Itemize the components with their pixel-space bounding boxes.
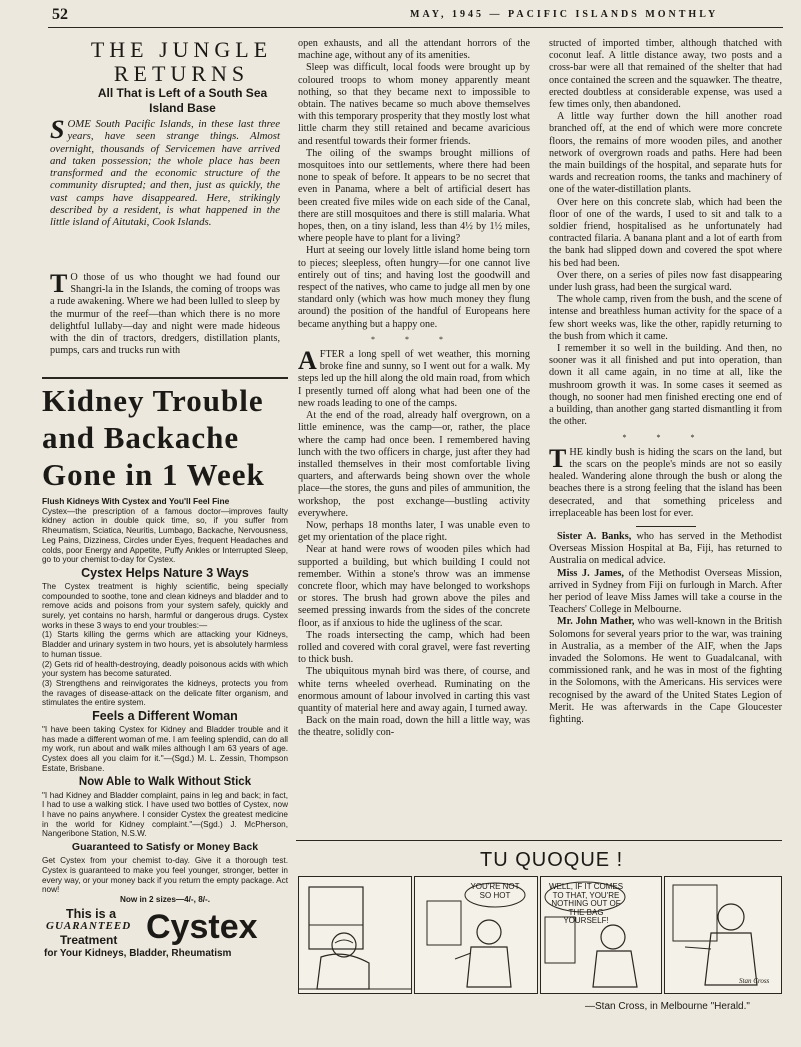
cartoon-top-rule xyxy=(296,840,782,841)
ad-top-rule xyxy=(42,377,288,379)
article-column-1: T O those of us who thought we had found our Shangri-la in the Islands, the coming of troops was a rude awakening. Where we had been lulled to sleep by the murmur of the reef—than which there is no more delightful lullaby—day and night were made hideous with the din of tractors, dredgers, distillation plants, pumps, cars and trucks run with xyxy=(50,269,280,357)
header-rule xyxy=(48,27,783,28)
ad-subhead-stick: Now Able to Walk Without Stick xyxy=(78,775,252,788)
cartoon-bubble-1: YOU'RE NOT SO HOT xyxy=(470,882,520,900)
ad-headline-2: and Backache xyxy=(42,420,240,455)
ad-brand-logo: Cystex xyxy=(146,907,258,946)
col2-dropcap: A xyxy=(298,346,317,376)
col1-dropcap: T xyxy=(50,269,68,298)
ad-subhead-3-ways: Cystex Helps Nature 3 Ways xyxy=(81,565,249,580)
ad-lead: Flush Kidneys With Cystex and You'll Feel Fine xyxy=(42,496,230,506)
cartoon-panel-1-drawing xyxy=(299,877,411,993)
ad-tagline: for Your Kidneys, Bladder, Rheumatism xyxy=(44,947,232,959)
ad-point-3: (3) Strengthens and reinvigorates the kidneys, protects you from the ravages of disease-attack on the delicate filter organism, and stimulates the entire system. xyxy=(42,678,288,708)
ad-lead-body: Cystex—the prescription of a famous doctor—improves faulty kidney action in double quick time, so, if you suffer from Rheumatism, Sciatica, Neuritis, Lumbago, Backache, Nervousness, Leg Pains, Dizziness, Circles under Eyes, frequent Headaches and colds, poor Energy and Appetite, Puffy Ankles or Interrupted Sleep, go to your chemist to-day for Cystex. xyxy=(42,506,288,565)
ad-3-ways-body: The Cystex treatment is highly scientific, being specially compounded to soothe, tone and clean kidneys and bladder and to remove acids and poisons from your system safely, quickly and surely, yet contains no harsh, harmful or dangerous drugs. Cystex works in these 3 ways to end your troubles:— xyxy=(42,581,288,630)
cartoon-panel-3 xyxy=(540,876,662,994)
ad-this-is-a: This is a xyxy=(66,906,117,921)
ad-point-1: (1) Starts killing the germs which are attacking your Kidneys, Bladder and urinary system in two hours, yet is absolutely harmless to human tissue. xyxy=(42,630,288,659)
running-head: MAY, 1945 — PACIFIC ISLANDS MONTHLY xyxy=(410,9,719,20)
ad-testimonial-2: "I had Kidney and Bladder complaint, pains in leg and back; in fact, I had to use a walking stick. I have used two bottles of Cystex, now I have no pains anywhere. I consider Cystex the greatest medicine in the world for Kidney complaint."—(Sgd.) J. McPherson, Nangeribone Station, N.S.W. xyxy=(42,790,288,839)
cartoon-bubble-2: WELL, IF IT COMES TO THAT, YOU'RE NOTHING OUT OF THE BAG YOURSELF! xyxy=(548,882,624,926)
section-break-stars: * * * xyxy=(371,334,457,344)
section-break-stars-2: * * * xyxy=(622,432,709,442)
cartoon-panel-4-drawing xyxy=(665,877,781,993)
cartoon-signature: Stan Cross xyxy=(739,977,770,985)
article-intro: SOME South Pacific Islands, in these last three years, have seen strange things. Almost overnight, thousands of Servicemen have arrived and taken possession; the whole place has been transformed and the economic structure of the community disrupted; and then, just as quickly, the vast camps have disappeared. Here, strikingly described by a resident, is what happened in the little island of Aitutaki, Cook Islands. xyxy=(50,115,280,229)
article-subtitle: All That is Left of a South Sea Island Base xyxy=(97,86,268,115)
intro-dropcap: S xyxy=(50,115,65,144)
cartoon-panel-1 xyxy=(298,876,412,994)
article-title: THE JUNGLE RETURNS xyxy=(90,37,273,86)
ad-sizes: Now in 2 sizes—4/-, 8/-. xyxy=(119,894,211,904)
ad-subhead-guarantee: Guaranteed to Satisfy or Money Back xyxy=(71,841,259,854)
cystex-advertisement xyxy=(42,382,288,1022)
ad-subhead-woman: Feels a Different Woman xyxy=(92,709,238,724)
ad-headline-3: Gone in 1 Week xyxy=(42,457,265,492)
ad-testimonial-1: "I have been taking Cystex for Kidney and Bladder trouble and it has made a different woman of me. I am feeling splendid, can do all my work, run about and walk miles although I am 63 years of age. Cystex does all you claim for it."—(Sgd.) M. L. Zessin, Thompson Estate, Brisbane. xyxy=(42,725,288,773)
cartoon-panel-2 xyxy=(414,876,538,994)
news-item-james: Miss J. James, of the Methodist Overseas Mission, arrived in Sydney from Fiji on furlough in March. After her period of leave Miss James will take a course in the Teachers' College in Melbourne. xyxy=(549,567,782,616)
cartoon-credit: —Stan Cross, in Melbourne "Herald." xyxy=(585,1001,750,1012)
ad-point-2: (2) Gets rid of health-destroying, deadly poisonous acids with which your system has become saturated. xyxy=(42,659,288,679)
article-column-2: open exhausts, and all the attendant horrors of the machine age, without any of its amenities. Sleep was difficult, local foods were brought up by coloured troops to whom money apparently meant nothing, so that they became next to impossible to obtain. The natives became so much above themselves with this temporary prosperity that they mostly lost what little charm they still retained and became avaricious and resentful towards their former friends. The oiling of the swamps brought millions of mosquitoes into our settlements, where there had been none to speak of before. It appears to be no secret that even in Panama, where a belt of artificial desert has been created five miles wide on each side of the Canal, there are still mosquitoes and there is still malaria. What hopes, then, on a tiny island, less than 4½ by 1½ miles, where people have to plant for a living? Hurt at seeing our lovely little island home being torn to pieces; sleepless, often hungry—for one cannot live entirely out of tins; and having lost the goodwill and respect of the natives, who came to judge all men by one standard only (which was how much money they flung around) the position of the handful of Europeans here became anything but a happy one. * * * AFTER a long spell of wet weather, this morning broke fine and sunny, so I went out for a walk. My steps led up the hill along the old main road, from which I presently turned off along what had been one of the new roads leading to one of the camps. At the end of the road, already half overgrown, on a little eminence, was the camp—or, rather, the place where the camp had once been. I remembered having lunch with the two officers in charge, just after they had installed themselves in their most comfortable living quarters, and afterwards being shown over the whole place—the stores, the guns and piles of ammunition, the workshop, the post exchange—bustling activity everywhere. Now, perhaps 18 months later, I was unable even to get my orientation of the place right. Near at hand were rows of wooden piles which had supported a building, but which building I could not remember. Within a stone's throw was an immense concrete floor, which may have belonged to workshops or stores. The brush had grown above the piles and seemed pressing inwards from the sides of the concrete floor, as if anxious to hide the ugliness of the scar. The roads intersecting the camp, which had been rolled and covered with coral gravel, were fast reverting to thick bush. The ubiquitous mynah bird was there, of course, and white terns wheeled overhead. Ruminating on the enormous amount of labour involved in carting this vast quantity of material here and away again, I turned away. Back on the main road, down the hill a little way, was the theatre, solidly con- xyxy=(298,38,530,739)
ad-headline-1: Kidney Trouble xyxy=(42,383,264,418)
cartoon-panel-4 xyxy=(664,876,782,994)
ad-brand-block xyxy=(42,907,288,959)
news-item-banks: Sister A. Banks, who has served in the Methodist Overseas Mission Hospital at Ba, Fiji, has returned to Australia on medical advice. xyxy=(549,530,782,567)
cartoon-title: TU QUOQUE ! xyxy=(480,849,624,871)
col3-dropcap: T xyxy=(549,443,567,473)
news-divider xyxy=(636,526,696,527)
page-number: 52 xyxy=(52,6,68,23)
ad-treatment: Treatment xyxy=(60,932,118,947)
ad-guarantee-body: Get Cystex from your chemist to-day. Give it a thorough test. Cystex is guaranteed to make you feel younger, stronger, better in every way, or your money back if you return the empty package. Act now! xyxy=(42,856,288,895)
news-item-mather: Mr. John Mather, who was well-known in the British Solomons for several years prior to the war, was training in Australia, as a member of the AIF, when the Japs invaded the Solomons. He went to Guadalcanal, with commissioned rank, and he was in most of the fighting in the Solomons, with the Americans. His services were recognised by the award of the United States Legion of Merit. He was afterwards in the Cape Gloucester fighting. xyxy=(549,616,782,725)
article-column-3: structed of imported timber, although thatched with coconut leaf. A little distance away, two posts and a cross-bar were all that remained of the shelter that had once contained the screen and the squawker. The theatre, erected doubtless at considerable expense, was used a few times only, then abandoned. A little way further down the hill another road branched off, at the end of which were more concrete floors, the remains of more wooden piles, and another network of overgrown roads and paths. Here had been the main buildings of the hospital, and separate huts for wards and recreation rooms, the tanks and machinery of one of the water-distillation plants. Over here on this concrete slab, which had been the floor of one of the wards, I used to sit and talk to a soldier friend, hospitalised as he unfortunately had contracted filaria. A banana plant and a lot of earth from the bank had slipped down and covered the spot where his bed had been. Over there, on a series of piles now fast disappearing under lush grass, had been the surgical ward. The whole camp, riven from the bush, and the scene of intense and breathless human activity for the space of a few short weeks was, like the other, rapidly returning to the bush from which it came. I remember it so well in the building. And then, no sooner was it all finished and put into operation, than down it all came again, in no time at all, like the mushroom growth it was. In some cases it seemed as though, no sooner had men finished erecting one end of a building, than another gang started dismantling it from the other. * * * THE kindly bush is hiding the scars on the land, but the scars on the people's minds are not so easily healed. Wandering alone through the bush or along the beaches there is a strong feeling that the island has been desecrated, and that something priceless and irreplaceable has been lost for ever. Sister A. Banks, who has served in the Methodist Overseas Mission Hospital at Ba, Fiji, has returned to Australia on medical advice. Miss J. James, of the Methodist Overseas Mission, arrived in Sydney from Fiji on furlough in March. After her period of leave Miss James will take a course in the Teachers' College in Melbourne. Mr. John Mather, who was well-known in the British Solomons for several years prior to the war, was training in Australia, as a member of the AIF, when the Japs invaded the Solomons. He went to Guadalcanal, with commissioned rank, and he was in most of the fighting in the Solomons, with the Americans. His services were recognised by the award of the United States Legion of Merit. He was afterwards in the Cape Gloucester fighting. xyxy=(549,38,782,725)
ad-guaranteed: GUARANTEED xyxy=(46,919,132,932)
